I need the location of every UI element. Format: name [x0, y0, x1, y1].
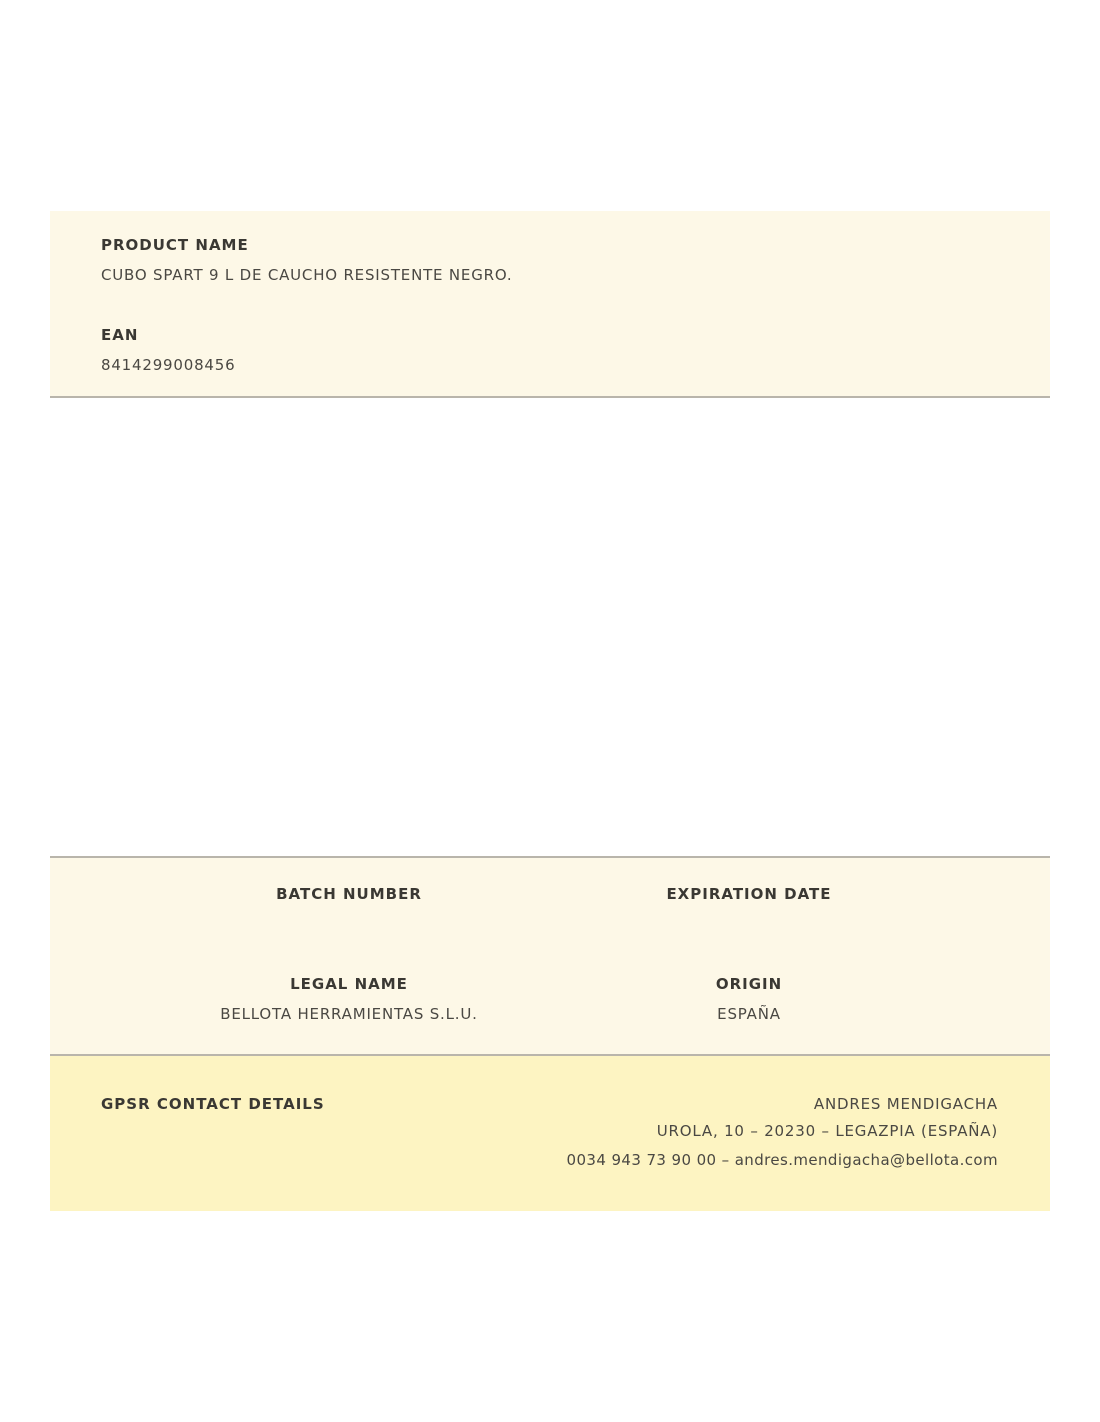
- ean-label: EAN: [101, 326, 139, 344]
- contact-address: UROLA, 10 – 20230 – LEGAZPIA (ESPAÑA): [656, 1122, 998, 1140]
- product-details-panel: [50, 856, 1050, 1056]
- product-name-value: CUBO SPART 9 L DE CAUCHO RESISTENTE NEGRO.: [101, 266, 513, 284]
- origin-value: ESPAÑA: [717, 1005, 781, 1023]
- contact-phone-email: 0034 943 73 90 00 – andres.mendigacha@bellota.com: [566, 1151, 998, 1169]
- legal-name-value: BELLOTA HERRAMIENTAS S.L.U.: [220, 1005, 478, 1023]
- gpsr-contact-panel: [50, 1056, 1050, 1211]
- ean-value: 8414299008456: [101, 356, 236, 374]
- legal-name-label: LEGAL NAME: [290, 975, 408, 993]
- product-name-label: PRODUCT NAME: [101, 236, 249, 254]
- contact-name: ANDRES MENDIGACHA: [813, 1095, 998, 1113]
- product-info-panel: [50, 211, 1050, 398]
- origin-label: ORIGIN: [715, 975, 783, 993]
- gpsr-contact-label: GPSR CONTACT DETAILS: [101, 1095, 325, 1113]
- expiration-date-label: EXPIRATION DATE: [666, 885, 832, 903]
- batch-number-label: BATCH NUMBER: [276, 885, 422, 903]
